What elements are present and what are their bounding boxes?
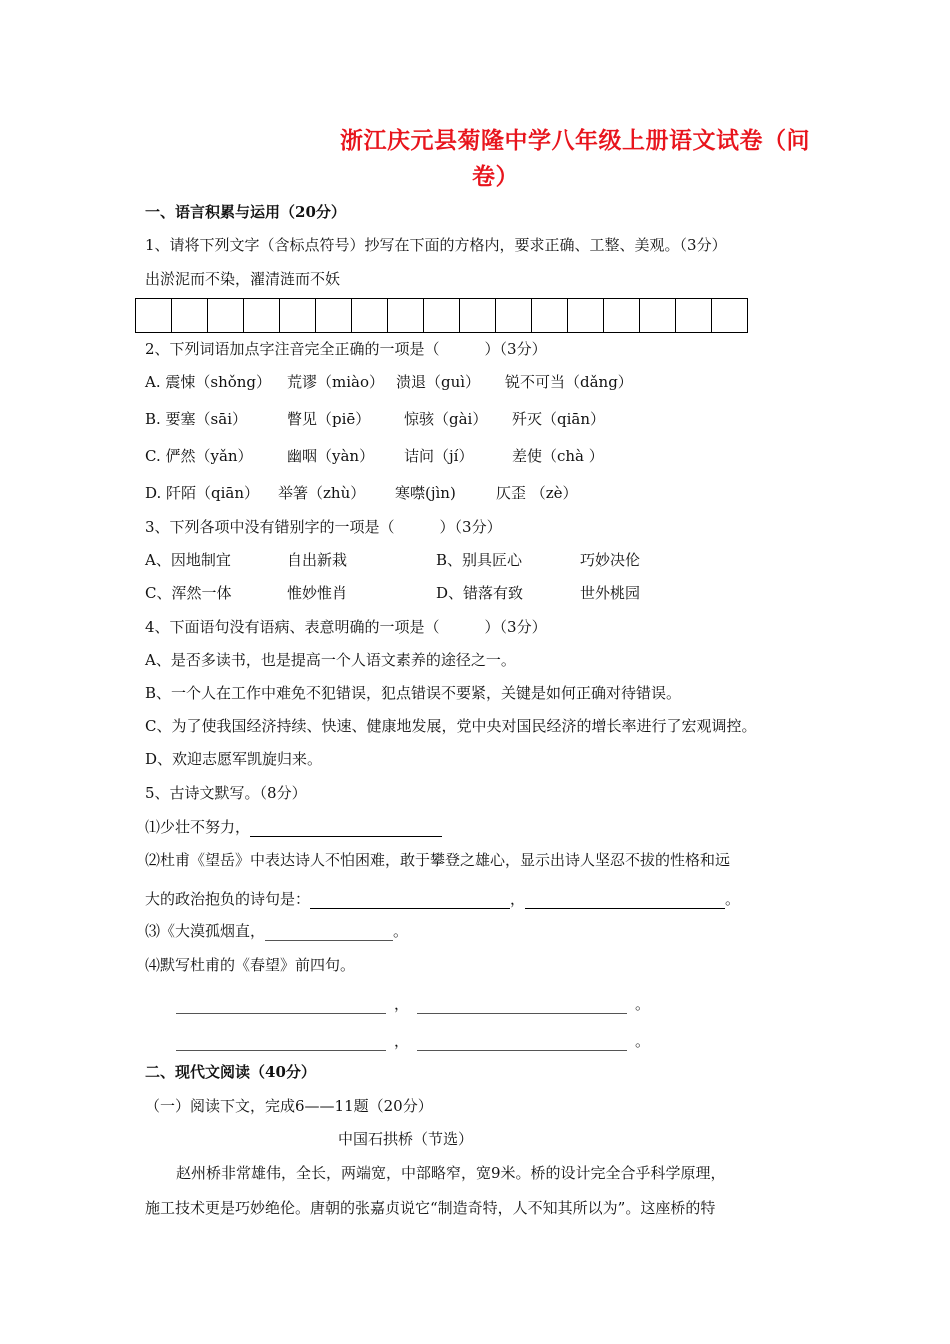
grid-cell[interactable] bbox=[388, 299, 424, 332]
answer-blank-1[interactable] bbox=[250, 835, 442, 837]
article-title: 中国石拱桥（节选） bbox=[338, 1130, 474, 1148]
q3-option-b-2: 巧妙决伦 bbox=[580, 551, 641, 569]
q4-option-a: A、是否多读书，也是提高一个人语文素养的途径之一。 bbox=[145, 651, 516, 669]
q4-option-b: B、一个人在工作中难免不犯错误，犯点错误不要紧，关键是如何正确对待错误。 bbox=[145, 684, 682, 702]
period: 。 bbox=[635, 995, 651, 1013]
q2-option-b-1: B. 要塞（sāi） bbox=[145, 410, 247, 428]
answer-blank-4b[interactable] bbox=[417, 1012, 627, 1014]
grid-cell[interactable] bbox=[568, 299, 604, 332]
q3-option-a-2: 自出新栽 bbox=[287, 551, 348, 569]
section-2-heading: 二、现代文阅读（40分） bbox=[145, 1063, 316, 1081]
q3-option-c-2: 惟妙惟肖 bbox=[287, 584, 348, 602]
grid-cell[interactable] bbox=[604, 299, 640, 332]
comma: ， bbox=[394, 1032, 410, 1050]
grid-cell[interactable] bbox=[136, 299, 172, 332]
grid-cell[interactable] bbox=[352, 299, 388, 332]
question-1-text: 出淤泥而不染，濯清涟而不妖 bbox=[145, 270, 341, 288]
q2-option-c-1: C. 俨然（yǎn） bbox=[145, 447, 253, 465]
q4-option-d: D、欢迎志愿军凯旋归来。 bbox=[145, 750, 323, 768]
q5-item-4: ⑷默写杜甫的《春望》前四句。 bbox=[145, 956, 356, 974]
answer-blank-3[interactable] bbox=[265, 939, 393, 941]
q2-option-b-2: 瞥见（piē） bbox=[287, 410, 371, 428]
exam-title-line2: 卷） bbox=[472, 163, 519, 190]
q2-option-a-1: A. 震悚（shǒng） bbox=[145, 373, 272, 391]
question-4: 4、下面语句没有语病、表意明确的一项是（ ）（3分） bbox=[145, 618, 547, 636]
question-3: 3、下列各项中没有错别字的一项是（ ）（3分） bbox=[145, 518, 502, 536]
q2-option-d-2: 举箸（zhù） bbox=[278, 484, 366, 502]
section-1-heading: 一、语言积累与运用（20分） bbox=[145, 203, 346, 221]
q2-option-c-3: 诘问（jí） bbox=[404, 447, 474, 465]
exam-title-line1: 浙江庆元县菊隆中学八年级上册语文试卷（问 bbox=[340, 127, 810, 154]
answer-blank-4c[interactable] bbox=[176, 1049, 386, 1051]
q2-option-b-3: 惊骇（gài） bbox=[404, 410, 488, 428]
q3-option-d: D、错落有致 bbox=[436, 584, 524, 602]
grid-cell[interactable] bbox=[208, 299, 244, 332]
question-1: 1、请将下列文字（含标点符号）抄写在下面的方格内，要求正确、工整、美观。（3分） bbox=[145, 236, 727, 254]
q5-item-2-line2 bbox=[145, 888, 740, 909]
copy-grid bbox=[135, 298, 748, 333]
grid-cell[interactable] bbox=[280, 299, 316, 332]
q5-item-3-text: ⑶《大漠孤烟直， bbox=[145, 922, 266, 940]
q5-item-4-answer-row-1 bbox=[176, 993, 650, 1014]
article-paragraph-line2: 施工技术更是巧妙绝伦。唐朝的张嘉贞说它“制造奇特，人不知其所以为”。这座桥的特 bbox=[145, 1199, 716, 1217]
q2-option-d-3: 寒噤(jìn) bbox=[395, 484, 456, 502]
q2-option-d-1: D. 阡陌（qiān） bbox=[145, 484, 260, 502]
q2-option-a-3: 溃退（guì） bbox=[396, 373, 481, 391]
q3-option-d-2: 世外桃园 bbox=[580, 584, 641, 602]
q2-option-b-4: 歼灭（qiān） bbox=[512, 410, 606, 428]
q2-option-c-4: 差使（chà ） bbox=[512, 447, 604, 465]
question-5: 5、古诗文默写。（8分） bbox=[145, 784, 307, 802]
q4-option-c: C、为了使我国经济持续、快速、健康地发展，党中央对国民经济的增长率进行了宏观调控。 bbox=[145, 717, 757, 735]
q5-item-3 bbox=[145, 920, 408, 941]
q2-option-d-4: 仄歪 （zè） bbox=[496, 484, 578, 502]
answer-blank-2a[interactable] bbox=[310, 907, 510, 909]
q3-option-a: A、因地制宜 bbox=[145, 551, 231, 569]
grid-cell[interactable] bbox=[712, 299, 747, 332]
q2-option-a-4: 锐不可当（dǎng） bbox=[505, 373, 633, 391]
comma: ， bbox=[510, 890, 526, 908]
grid-cell[interactable] bbox=[316, 299, 352, 332]
grid-cell[interactable] bbox=[244, 299, 280, 332]
period: 。 bbox=[725, 890, 741, 908]
grid-cell[interactable] bbox=[676, 299, 712, 332]
q3-option-b: B、别具匠心 bbox=[436, 551, 523, 569]
q5-item-4-answer-row-2 bbox=[176, 1030, 650, 1051]
q5-item-1-text: ⑴少壮不努力， bbox=[145, 818, 251, 836]
q5-item-2-text: 大的政治抱负的诗句是： bbox=[145, 890, 311, 908]
question-2: 2、下列词语加点字注音完全正确的一项是（ ）（3分） bbox=[145, 340, 547, 358]
period: 。 bbox=[393, 922, 409, 940]
q2-option-a-2: 荒谬（miào） bbox=[287, 373, 384, 391]
q3-option-c: C、浑然一体 bbox=[145, 584, 232, 602]
answer-blank-2b[interactable] bbox=[525, 907, 725, 909]
grid-cell[interactable] bbox=[496, 299, 532, 332]
answer-blank-4a[interactable] bbox=[176, 1012, 386, 1014]
grid-cell[interactable] bbox=[460, 299, 496, 332]
period: 。 bbox=[635, 1032, 651, 1050]
subsection-1-heading: （一）阅读下文，完成6——11题（20分） bbox=[145, 1097, 433, 1115]
q5-item-2-line1: ⑵杜甫《望岳》中表达诗人不怕困难，敢于攀登之雄心，显示出诗人坚忍不拔的性格和远 bbox=[145, 851, 731, 869]
grid-cell[interactable] bbox=[172, 299, 208, 332]
grid-cell[interactable] bbox=[640, 299, 676, 332]
grid-cell[interactable] bbox=[424, 299, 460, 332]
grid-cell[interactable] bbox=[532, 299, 568, 332]
q2-option-c-2: 幽咽（yàn） bbox=[287, 447, 375, 465]
answer-blank-4d[interactable] bbox=[417, 1049, 627, 1051]
comma: ， bbox=[394, 995, 410, 1013]
q5-item-1 bbox=[145, 816, 442, 837]
article-paragraph-line1: 赵州桥非常雄伟，全长，两端宽，中部略窄，宽9米。桥的设计完全合乎科学原理， bbox=[176, 1164, 726, 1182]
